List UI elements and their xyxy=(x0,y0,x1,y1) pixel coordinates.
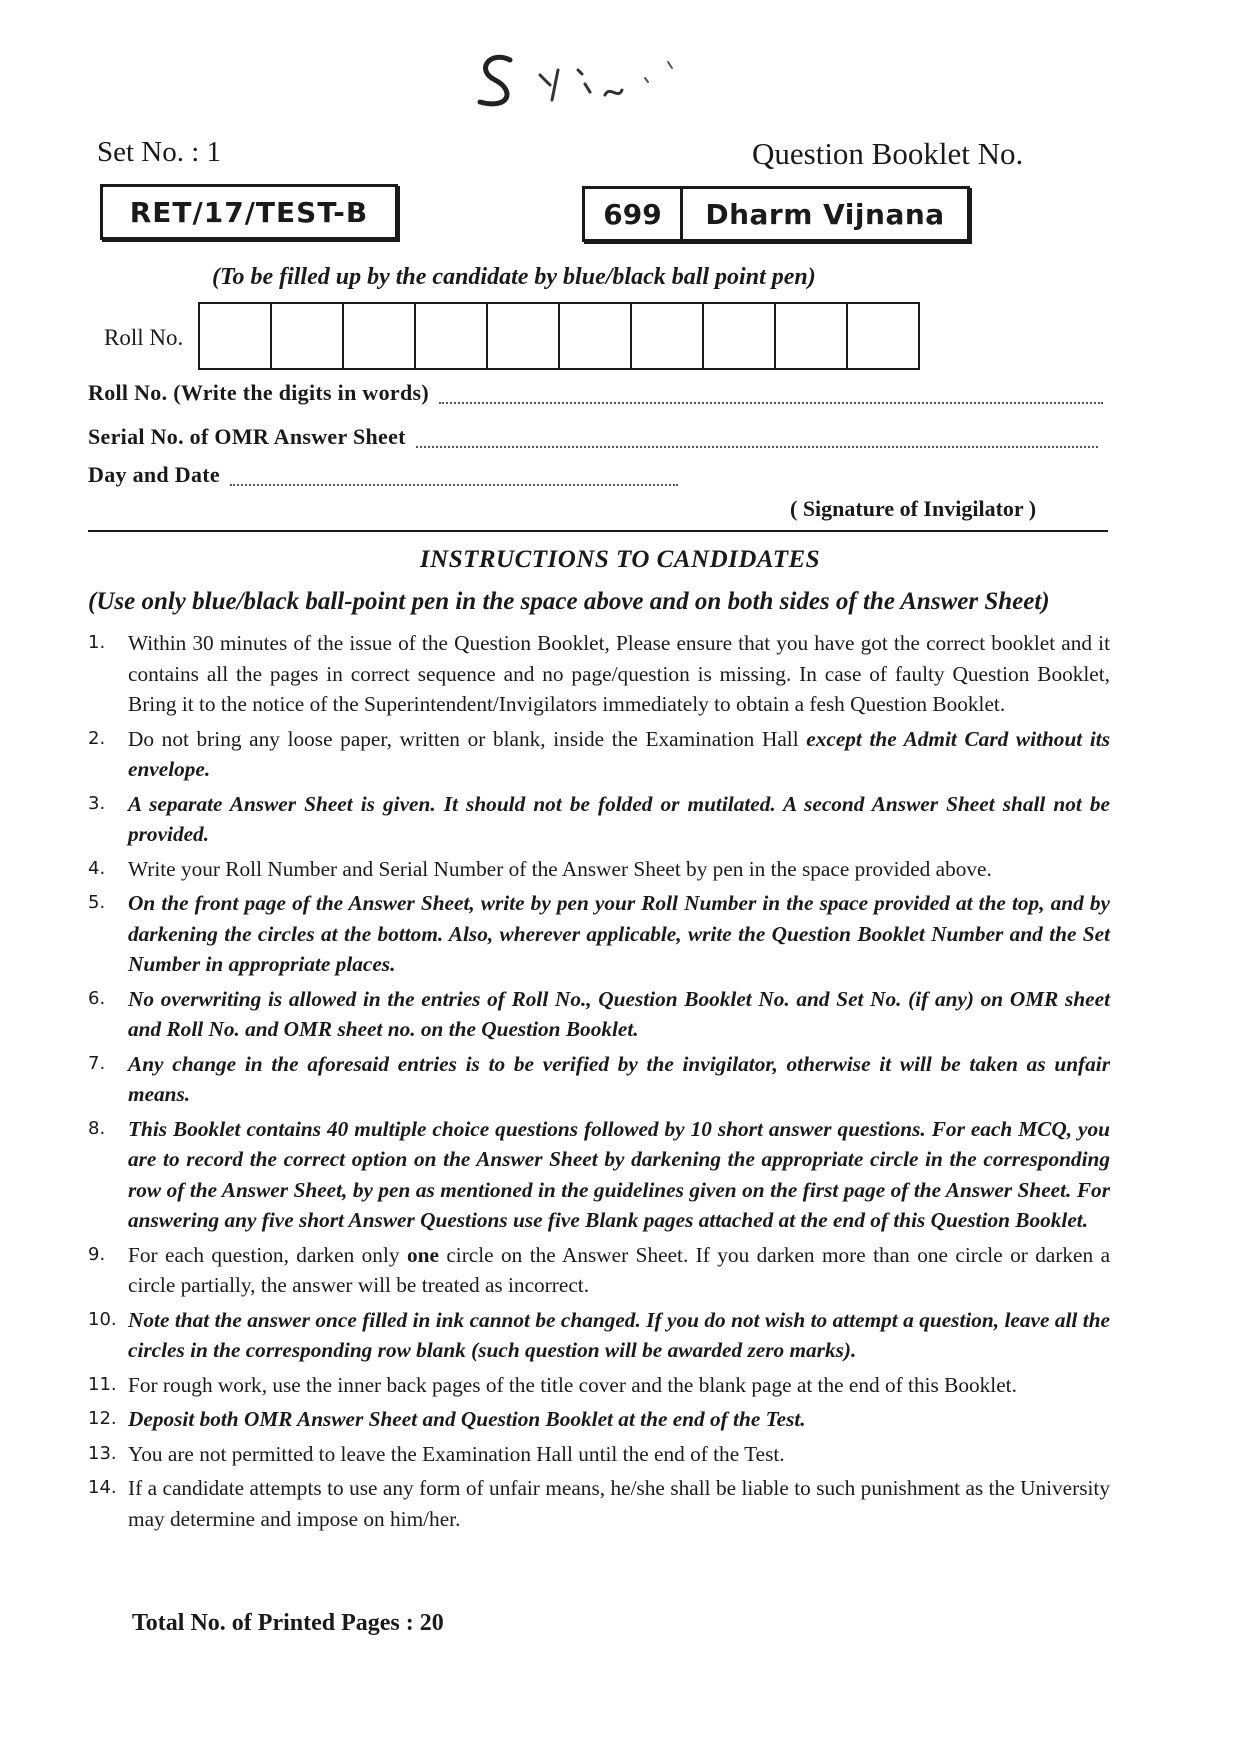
item-number: 9. xyxy=(88,1243,106,1265)
roll-no-label: Roll No. xyxy=(104,325,184,350)
serial-omr-field[interactable] xyxy=(88,424,1098,454)
set-number: Set No. : 1 xyxy=(97,136,222,168)
total-printed-pages: Total No. of Printed Pages : 20 xyxy=(132,1610,444,1636)
instruction-item xyxy=(88,1114,1110,1236)
booklet-number-box xyxy=(582,186,970,242)
fill-note: (To be filled up by the candidate by blue/black ball point pen) xyxy=(212,264,816,290)
item-text: For rough work, use the inner back pages of the title cover and the blank page at the end of this Booklet. xyxy=(128,1372,1017,1397)
question-booklet-label: Question Booklet No. xyxy=(752,136,1024,171)
roll-number-grid[interactable] xyxy=(198,302,920,370)
instruction-item xyxy=(88,1240,1110,1301)
item-text: Deposit both OMR Answer Sheet and Question Booklet at the end of the Test. xyxy=(128,1407,806,1431)
instruction-item xyxy=(88,1439,1110,1470)
item-number: 5. xyxy=(88,892,106,913)
instruction-item xyxy=(88,1473,1110,1534)
instruction-item xyxy=(88,854,1110,885)
roll-digit-cell[interactable] xyxy=(416,304,488,368)
item-number: 11. xyxy=(88,1373,117,1395)
roll-digit-cell[interactable] xyxy=(200,304,272,368)
item-number: 3. xyxy=(88,792,106,814)
item-number: 2. xyxy=(88,727,106,749)
item-text: This Booklet contains 40 multiple choice questions followed by 10 short answer questions. For each MCQ, you are to record the correct option on the Answer Sheet by darkening the appropriate circle in the corresponding row of the Answer Sheet, by pen as mentioned in the guidelines given on the first page of the Answer Sheet. For answering any five short Answer Questions use five Blank pages attached at the end of this Question Booklet. xyxy=(128,1116,1110,1232)
item-text-pre: For each question, darken only xyxy=(128,1242,400,1267)
item-text: Write your Roll Number and Serial Number of the Answer Sheet by pen in the space provided above. xyxy=(128,856,992,881)
item-text: Within 30 minutes of the issue of the Question Booklet, Please ensure that you have got the correct booklet and it contains all the pages in correct sequence and no page/question is missing. In case of faulty Question Booklet, Bring it to the notice of the Superintendent/Invigilators immediately to obtain a fesh Question Booklet. xyxy=(128,631,1110,716)
instruction-item xyxy=(88,724,1110,785)
roll-digit-cell[interactable] xyxy=(632,304,704,368)
roll-digit-cell[interactable] xyxy=(776,304,848,368)
item-number: 1. xyxy=(88,632,106,653)
instruction-item xyxy=(88,628,1110,720)
item-text: If a candidate attempts to use any form of unfair means, he/she shall be liable to such punishment as the University may determine and impose on him/her. xyxy=(128,1476,1110,1531)
instruction-item xyxy=(88,1404,1110,1435)
roll-digit-cell[interactable] xyxy=(488,304,560,368)
item-text-bold: one xyxy=(406,1242,439,1267)
booklet-number: 699 xyxy=(585,189,683,239)
instruction-item xyxy=(88,1305,1110,1366)
day-date-label: Day and Date xyxy=(88,462,220,487)
instructions-title: INSTRUCTIONS TO CANDIDATES xyxy=(419,546,821,573)
item-text: On the front page of the Answer Sheet, write by pen your Roll Number in the space provided at the top, and by darkening the circles at the bottom. Also, wherever applicable, write the Question Booklet Number and the Set Number in appropriate places. xyxy=(128,891,1110,976)
subject-name: Dharm Vijnana xyxy=(705,197,945,231)
item-number: 12. xyxy=(88,1408,117,1429)
instruction-item xyxy=(88,1049,1110,1110)
roll-digit-cell[interactable] xyxy=(704,304,776,368)
serial-omr-label: Serial No. of OMR Answer Sheet xyxy=(88,424,406,449)
item-number: 14. xyxy=(88,1477,117,1498)
item-text xyxy=(128,1240,1110,1301)
instruction-item xyxy=(88,789,1110,850)
dotted-line xyxy=(230,468,678,486)
roll-words-field[interactable] xyxy=(88,380,1103,410)
item-text: A separate Answer Sheet is given. It should not be folded or mutilated. A second Answer Sheet shall not be provided. xyxy=(128,791,1110,846)
handwritten-mark xyxy=(470,40,770,120)
item-number: 13. xyxy=(88,1442,117,1464)
item-text: No overwriting is allowed in the entries of Roll No., Question Booklet No. and Set No. (if any) on OMR sheet and Roll No. and OMR sheet no. on the Question Booklet. xyxy=(128,986,1110,1041)
divider xyxy=(88,530,1108,532)
test-code-box xyxy=(100,184,398,240)
dotted-line xyxy=(439,386,1103,404)
test-code: RET/17/TEST-B xyxy=(129,195,369,229)
item-text-post: circle on the Answer Sheet. If you darken more than one circle or darken a circle partially, the answer will be treated as incorrect. xyxy=(128,1242,1111,1297)
roll-words-label: Roll No. (Write the digits in words) xyxy=(88,380,429,405)
instruction-item xyxy=(88,888,1110,980)
roll-digit-cell[interactable] xyxy=(272,304,344,368)
roll-digit-cell[interactable] xyxy=(848,304,918,368)
item-number: 6. xyxy=(88,987,106,1009)
item-text-plain: Do not bring any loose paper, written or blank, inside the Examination Hall xyxy=(128,726,799,751)
item-number: 10. xyxy=(88,1308,117,1330)
item-number: 8. xyxy=(88,1117,106,1139)
instruction-item xyxy=(88,1370,1110,1401)
instructions-list xyxy=(88,628,1110,1538)
item-text xyxy=(128,724,1110,785)
instruction-item xyxy=(88,984,1110,1045)
roll-digit-cell[interactable] xyxy=(560,304,632,368)
instructions-subtitle: (Use only blue/black ball-point pen in the space above and on both sides of the Answer Sheet) xyxy=(88,588,1050,615)
item-text-emphasis: except the Admit Card without its envelope. xyxy=(128,726,1110,781)
item-number: 7. xyxy=(88,1052,106,1074)
item-text: Note that the answer once filled in ink cannot be changed. If you do not wish to attempt a question, leave all the circles in the corresponding row blank (such question will be awarded zero marks). xyxy=(128,1307,1110,1362)
signature-of-invigilator: ( Signature of Invigilator ) xyxy=(790,496,1037,521)
day-date-field[interactable] xyxy=(88,462,678,492)
item-text: You are not permitted to leave the Examination Hall until the end of the Test. xyxy=(128,1441,785,1466)
item-number: 4. xyxy=(88,857,106,879)
roll-digit-cell[interactable] xyxy=(344,304,416,368)
item-text: Any change in the aforesaid entries is to be verified by the invigilator, otherwise it will be taken as unfair means. xyxy=(128,1051,1110,1106)
dotted-line xyxy=(416,430,1098,448)
